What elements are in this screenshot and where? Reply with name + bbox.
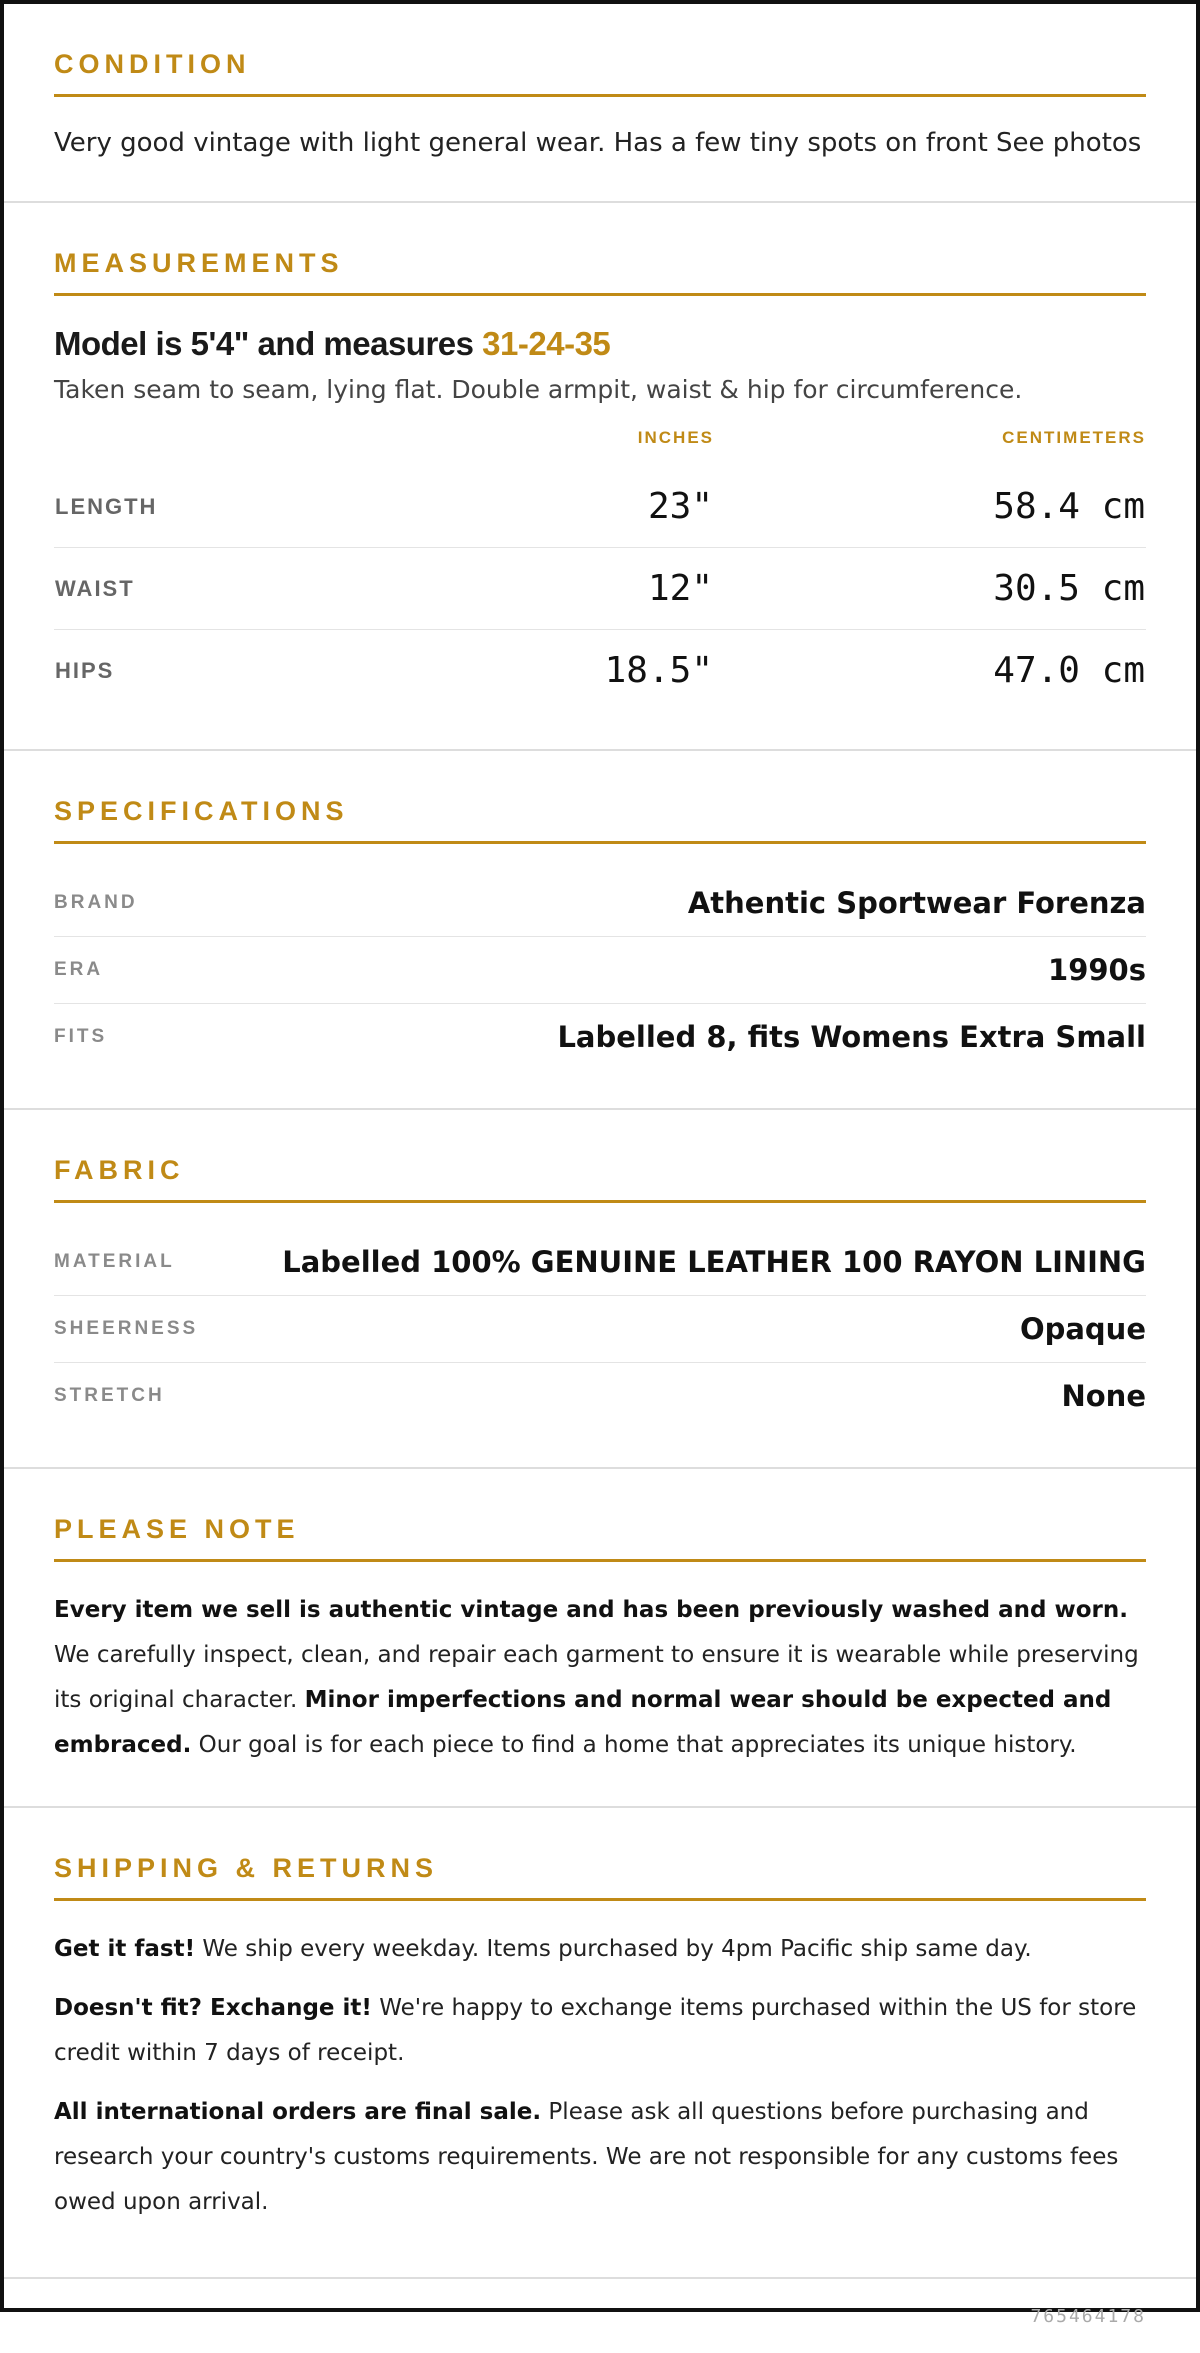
measurement-cm: 30.5 cm [714,548,1146,630]
measurement-cm: 58.4 cm [714,466,1146,548]
inches-column-header: INCHES [637,428,714,447]
shipping-paragraph-1 [54,1927,1146,1972]
spec-label: STRETCH [54,1385,165,1406]
spec-label: MATERIAL [54,1251,175,1272]
fabric-section [4,1110,1196,1469]
measurement-table [54,428,1146,711]
spec-label: SHEERNESS [54,1318,199,1339]
table-row [54,630,1146,712]
note-bold-2: Minor imperfections and normal wear should be expected and embraced. [54,1687,1112,1758]
shipping-text-3: Please ask all questions before purchasing and research your country's customs requirements. We are not responsible for any customs fees owed upon arrival. [54,2099,1119,2215]
condition-section [4,4,1196,203]
measurement-label: LENGTH [54,466,294,548]
spec-value: Labelled 100% GENUINE LEATHER 100 RAYON LINING [282,1245,1146,1279]
measurement-label: WAIST [54,548,294,630]
measurements-section [4,203,1196,751]
specifications-heading: SPECIFICATIONS [54,795,1146,844]
shipping-text-1: We ship every weekday. Items purchased by 4pm Pacific ship same day. [195,1936,1032,1962]
spec-label: BRAND [54,892,138,913]
table-row [54,548,1146,630]
spec-row-era [54,937,1146,1004]
spec-label: ERA [54,959,104,980]
measurement-cm: 47.0 cm [993,650,1145,691]
condition-text: Very good vintage with light general wear. Has a few tiny spots on front See photos [54,128,1142,158]
please-note-text [54,1588,1146,1768]
footer [4,2279,1196,2353]
spec-value: Labelled 8, fits Womens Extra Small [557,1020,1146,1054]
model-prefix: Model is 5'4" and measures [54,325,474,362]
fabric-heading: FABRIC [54,1154,1146,1203]
measurements-heading: MEASUREMENTS [54,247,1146,296]
measurement-note: Taken seam to seam, lying flat. Double armpit, waist & hip for circumference. [54,375,1023,404]
fabric-row-stretch [54,1363,1146,1429]
shipping-bold-3: All international orders are final sale. [54,2099,542,2125]
spec-value: Athentic Sportwear Forenza [687,886,1146,920]
specifications-section [4,751,1196,1110]
please-note-section [4,1469,1196,1808]
model-measure: 31-24-35 [482,325,611,362]
spec-value: None [1061,1379,1146,1413]
table-row [54,466,1146,548]
note-bold-1: Every item we sell is authentic vintage and has been previously washed and worn. [54,1597,1128,1623]
measurement-inches: 23" [294,466,714,548]
please-note-heading: PLEASE NOTE [54,1513,1146,1562]
measurement-inches: 12" [294,548,714,630]
shipping-text-2: We're happy to exchange items purchased within the US for store credit within 7 days of receipt. [54,1995,1137,2066]
condition-heading: CONDITION [54,48,1146,97]
cm-column-header: CENTIMETERS [1002,428,1146,447]
shipping-section [4,1808,1196,2279]
spec-row-fits [54,1004,1146,1070]
spec-value: 1990s [1048,953,1146,987]
fabric-row-sheerness [54,1296,1146,1363]
note-text-1: We carefully inspect, clean, and repair each garment to ensure it is wearable while preserving its original character. [54,1642,1139,1713]
shipping-heading: SHIPPING & RETURNS [54,1852,1146,1901]
spec-label: FITS [54,1026,108,1047]
shipping-bold-1: Get it fast! [54,1936,196,1962]
sku-number: 765464178 [1030,2305,1146,2327]
shipping-paragraph-2 [54,1986,1146,2076]
label-column-header [54,428,294,466]
shipping-paragraph-3 [54,2090,1146,2225]
measurement-inches: 18.5" [604,650,713,691]
shipping-bold-2: Doesn't fit? Exchange it! [54,1995,372,2021]
spec-row-brand [54,870,1146,937]
measurement-label: HIPS [55,657,115,683]
spec-value: Opaque [1019,1312,1146,1346]
fabric-row-material [54,1229,1146,1296]
model-measurements [54,322,1146,366]
note-text-2: Our goal is for each piece to find a home that appreciates its unique history. [191,1732,1077,1758]
